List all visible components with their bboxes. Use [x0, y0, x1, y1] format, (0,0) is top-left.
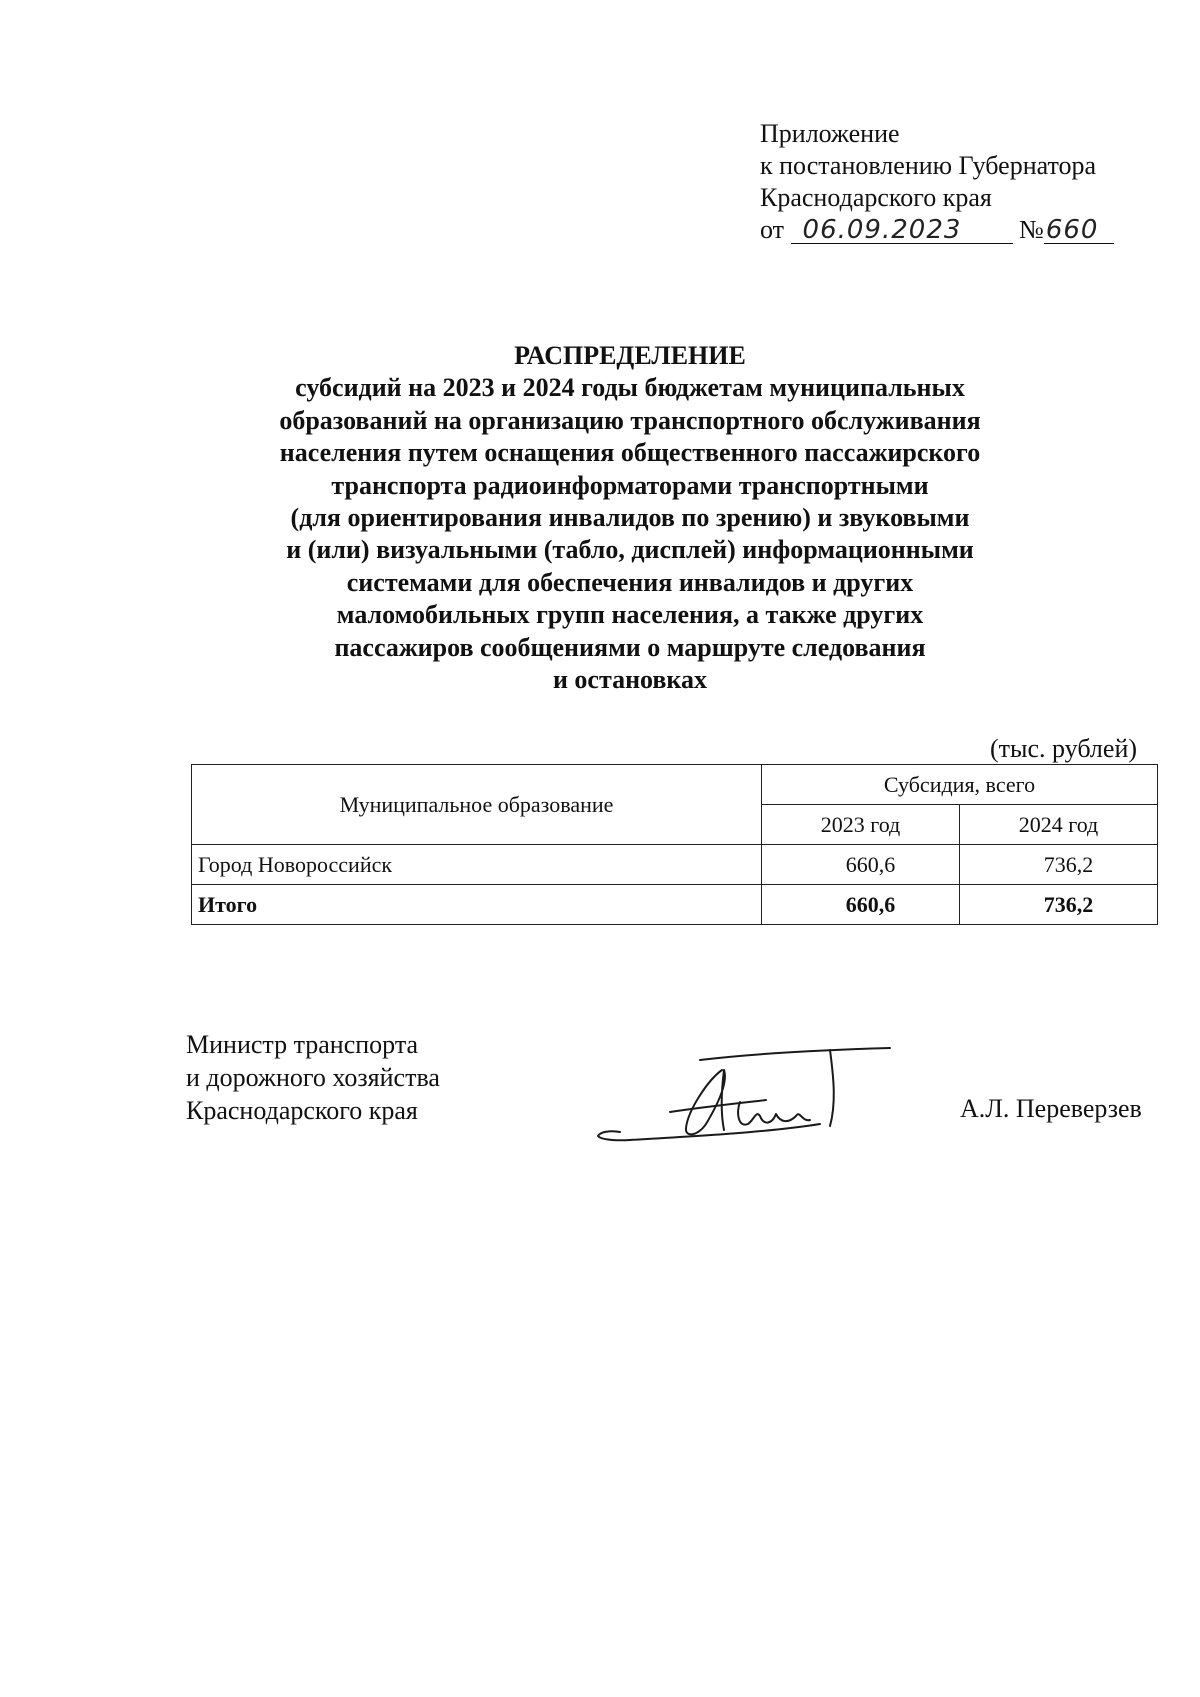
- title-line: субсидий на 2023 и 2024 годы бюджетам муниципальных: [295, 373, 965, 403]
- table-total-row: [192, 885, 1158, 925]
- title-heading: РАСПРЕДЕЛЕНИЕ: [514, 341, 746, 370]
- handwritten-number: 660: [1045, 215, 1099, 245]
- total-label-cell: Итого: [192, 885, 762, 925]
- title-line: и (или) визуальными (табло, дисплей) информационными: [286, 535, 974, 565]
- handwritten-date: 06.09.2023: [802, 215, 962, 245]
- appendix-header: [760, 118, 1180, 246]
- title-line: образований на организацию транспортного обслуживания: [279, 405, 981, 435]
- date-field: [791, 217, 1013, 244]
- title-line: транспорта радиоинформаторами транспортными: [331, 470, 929, 500]
- subsidy-table: [191, 764, 1158, 925]
- title-line: и остановках: [552, 665, 708, 695]
- subsidy-column-header: Субсидия, всего: [762, 765, 1158, 805]
- municipality-column-header: Муниципальное образование: [192, 765, 762, 845]
- appendix-date-line: [760, 214, 1180, 246]
- table-row: [192, 845, 1158, 885]
- title-line: населения путем оснащения общественного пассажирского: [279, 438, 981, 468]
- signatory-name: А.Л. Переверзев: [960, 1094, 1142, 1123]
- title-line: пассажиров сообщениями о маршруте следования: [334, 632, 926, 662]
- appendix-line: Приложение: [760, 119, 900, 148]
- position-line: Министр транспорта: [186, 1030, 419, 1059]
- number-label: №: [1019, 215, 1044, 244]
- position-line: Краснодарского края: [186, 1096, 418, 1125]
- title-line: (для ориентирования инвалидов по зрению) и звуковыми: [290, 503, 970, 533]
- handwritten-signature-image: [590, 1040, 920, 1150]
- document-title: [190, 340, 1070, 696]
- total-2024-cell: 736,2: [960, 885, 1158, 925]
- position-line: и дорожного хозяйства: [186, 1063, 440, 1092]
- table-header-row: [192, 765, 1158, 805]
- year-2023-header: 2023 год: [762, 805, 960, 845]
- year-2024-header: 2024 год: [960, 805, 1158, 845]
- appendix-line: к постановлению Губернатора: [760, 151, 1097, 180]
- municipality-name-cell: Город Новороссийск: [192, 845, 762, 885]
- units-label: (тыс. рублей): [990, 734, 1138, 763]
- value-2023-cell: 660,6: [762, 845, 960, 885]
- title-line: маломобильных групп населения, а также других: [336, 600, 924, 630]
- value-2024-cell: 736,2: [960, 845, 1158, 885]
- number-field: [1044, 217, 1114, 244]
- total-2023-cell: 660,6: [762, 885, 960, 925]
- signatory-position: [186, 1028, 440, 1127]
- title-line: системами для обеспечения инвалидов и других: [346, 567, 914, 597]
- appendix-line: Краснодарского края: [760, 183, 992, 212]
- from-label: от: [760, 215, 785, 244]
